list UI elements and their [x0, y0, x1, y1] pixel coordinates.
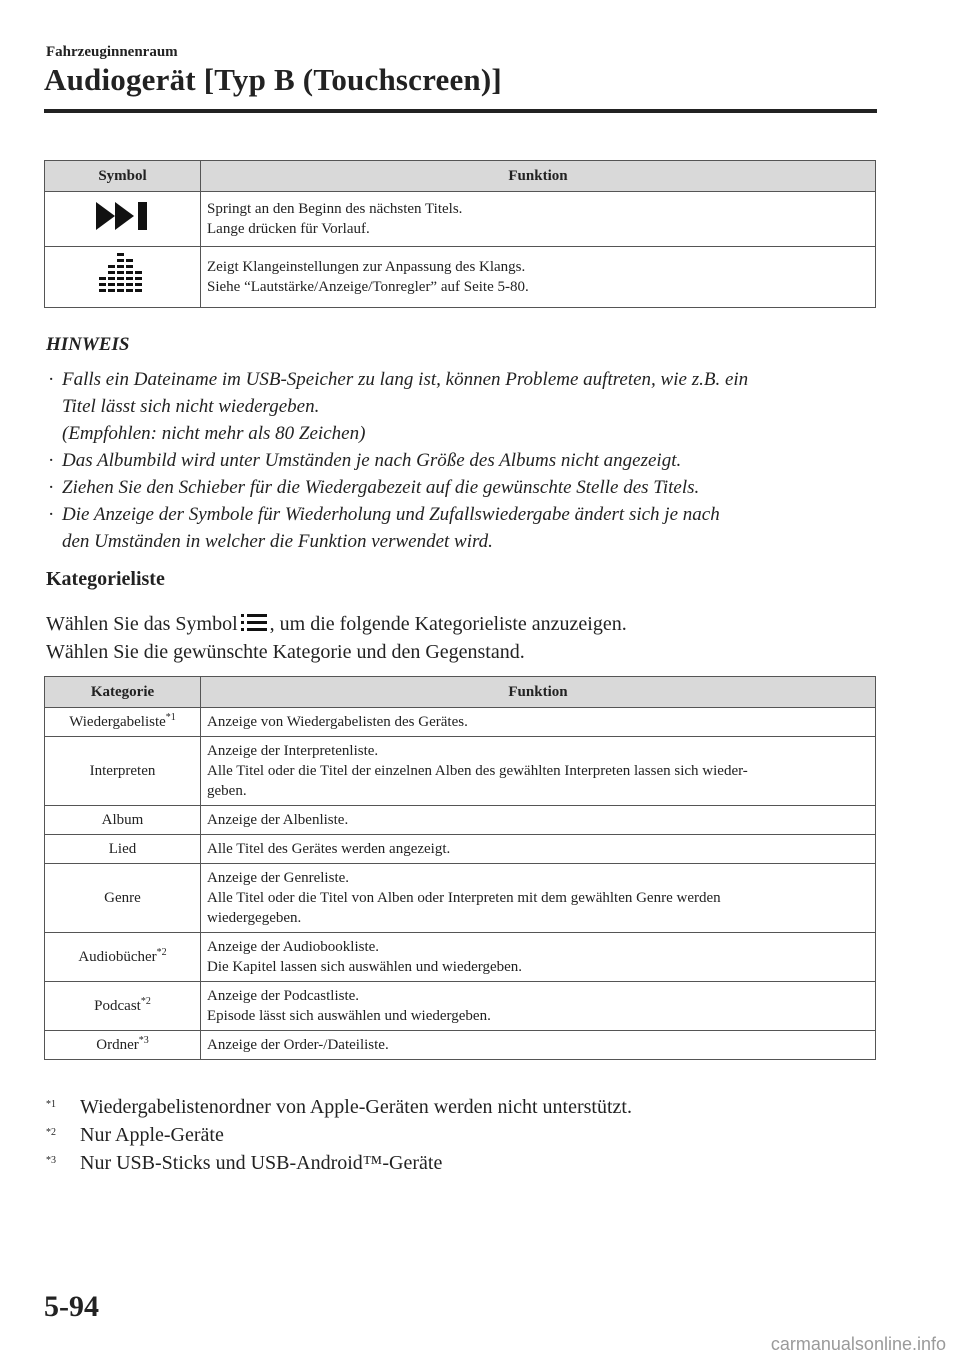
- function-line: Anzeige der Order-/Dateiliste.: [207, 1037, 389, 1053]
- table-row: [45, 864, 876, 933]
- kategorieliste-heading: Kategorieliste: [46, 568, 165, 590]
- function-line: Anzeige der Albenliste.: [207, 812, 349, 828]
- function-line: Zeigt Klangeinstellungen zur Anpassung des Klangs.: [207, 259, 526, 275]
- category-cell: [45, 835, 201, 864]
- function-cell: [201, 933, 876, 982]
- note-line: Das Albumbild wird unter Umständen je nach Größe des Albums nicht angezeigt.: [62, 450, 682, 471]
- category-label: Genre: [104, 890, 141, 906]
- note-line: (Empfohlen: nicht mehr als 80 Zeichen): [62, 423, 366, 444]
- function-line: Anzeige der Genreliste.: [207, 870, 350, 886]
- function-line: Anzeige der Podcastliste.: [207, 988, 360, 1004]
- footnote-text: Wiedergabelistenordner von Apple-Geräten werden nicht unterstützt.: [80, 1096, 632, 1118]
- function-line: Anzeige der Interpretenliste.: [207, 743, 379, 759]
- category-cell: [45, 864, 201, 933]
- intro-text-after: , um die folgende Kategorieliste anzuzeigen.: [269, 613, 627, 635]
- footnote-ref: *1: [165, 712, 176, 723]
- title-rule: [44, 109, 877, 113]
- section-label: Fahrzeuginnenraum: [46, 44, 178, 60]
- category-cell: [45, 737, 201, 806]
- footnotes: [46, 1093, 632, 1177]
- function-cell: [201, 864, 876, 933]
- function-line: Alle Titel oder die Titel von Alben oder Interpreten mit dem gewählten Genre werden: [207, 890, 721, 906]
- footnote: [46, 1149, 632, 1177]
- bullet: ·: [48, 369, 55, 390]
- footnote-mark: *3: [46, 1155, 56, 1166]
- footnote: [46, 1121, 632, 1149]
- hinweis-heading: HINWEIS: [46, 334, 130, 355]
- intro-text-before: Wählen Sie das Symbol: [46, 613, 238, 635]
- footnote-mark: *2: [46, 1127, 56, 1138]
- category-cell: [45, 806, 201, 835]
- footnote-text: Nur Apple-Geräte: [80, 1124, 224, 1146]
- function-line: Siehe “Lautstärke/Anzeige/Tonregler” auf Seite 5-80.: [207, 279, 529, 295]
- table-row: [45, 708, 876, 737]
- intro-text-2: Wählen Sie die gewünschte Kategorie und den Gegenstand.: [46, 641, 525, 663]
- column-header-funktion: Funktion: [201, 677, 876, 708]
- function-line: wiedergegeben.: [207, 910, 302, 926]
- category-label: Podcast: [94, 998, 141, 1014]
- function-cell: [201, 737, 876, 806]
- table-row: [45, 1031, 876, 1060]
- table-row: [45, 806, 876, 835]
- function-line: Anzeige der Audiobookliste.: [207, 939, 380, 955]
- function-cell: [201, 982, 876, 1031]
- note-item: [46, 447, 886, 474]
- footnote-text: Nur USB-Sticks und USB-Android™-Geräte: [80, 1152, 443, 1174]
- category-cell: [45, 708, 201, 737]
- function-cell: [201, 247, 876, 308]
- function-line: Springt an den Beginn des nächsten Titels.: [207, 201, 463, 217]
- equalizer-icon: [95, 251, 151, 297]
- function-cell: [201, 192, 876, 247]
- function-line: Alle Titel oder die Titel der einzelnen Alben des gewählten Interpreten lassen sich wieder-: [207, 763, 748, 779]
- note-line: Falls ein Dateiname im USB-Speicher zu lang ist, können Probleme auftreten, wie z.B. ein: [62, 369, 749, 390]
- footnote-mark: *1: [46, 1099, 56, 1110]
- table-row: [45, 737, 876, 806]
- page-title: Audiogerät [Typ B (Touchscreen)]: [44, 62, 502, 97]
- column-header-funktion: Funktion: [201, 161, 876, 192]
- symbol-cell: [45, 192, 201, 247]
- note-line: Die Anzeige der Symbole für Wiederholung und Zufallswiedergabe ändert sich je nach: [62, 504, 720, 525]
- column-header-symbol: Symbol: [45, 161, 201, 192]
- note-line: Ziehen Sie den Schieber für die Wiedergabezeit auf die gewünschte Stelle des Titels.: [62, 477, 700, 498]
- footnote-ref: *2: [140, 996, 151, 1007]
- hinweis-list: [46, 366, 886, 555]
- footnote: [46, 1093, 632, 1121]
- function-line: Anzeige von Wiedergabelisten des Gerätes.: [207, 714, 468, 730]
- category-cell: [45, 982, 201, 1031]
- function-cell: [201, 1031, 876, 1060]
- category-label: Album: [101, 812, 144, 828]
- note-line: Titel lässt sich nicht wiedergeben.: [62, 396, 320, 417]
- page-number: 5-94: [44, 1290, 99, 1323]
- table-row: [45, 835, 876, 864]
- list-icon: [240, 613, 268, 633]
- category-label: Wiedergabeliste: [69, 714, 166, 730]
- column-header-kategorie: Kategorie: [45, 677, 201, 708]
- category-cell: [45, 1031, 201, 1060]
- bullet: ·: [48, 477, 55, 498]
- function-cell: [201, 806, 876, 835]
- table-row: [45, 933, 876, 982]
- category-table: [44, 676, 876, 1060]
- symbol-cell: [45, 247, 201, 308]
- function-line: Episode lässt sich auswählen und wiedergeben.: [207, 1008, 491, 1024]
- function-line: Die Kapitel lassen sich auswählen und wiedergeben.: [207, 959, 523, 975]
- intro-text: [46, 610, 627, 638]
- function-cell: [201, 708, 876, 737]
- function-line: Alle Titel des Gerätes werden angezeigt.: [207, 841, 451, 857]
- footnote-ref: *2: [156, 947, 167, 958]
- category-label: Ordner: [96, 1037, 139, 1053]
- bullet: ·: [48, 450, 55, 471]
- category-label: Lied: [108, 841, 137, 857]
- note-item: [46, 474, 886, 501]
- skip-next-icon: [93, 199, 153, 233]
- table-row: [45, 982, 876, 1031]
- note-line: den Umständen in welcher die Funktion verwendet wird.: [62, 531, 493, 552]
- function-cell: [201, 835, 876, 864]
- category-label: Interpreten: [89, 763, 156, 779]
- note-item: [46, 501, 886, 555]
- category-label: Audiobücher: [78, 949, 157, 965]
- footnote-ref: *3: [138, 1035, 149, 1046]
- bullet: ·: [48, 504, 55, 525]
- function-line: Lange drücken für Vorlauf.: [207, 221, 370, 237]
- symbol-table: [44, 160, 876, 308]
- table-row: [45, 247, 876, 308]
- note-item: [46, 366, 886, 447]
- table-row: [45, 192, 876, 247]
- category-cell: [45, 933, 201, 982]
- table-header-row: [45, 161, 876, 192]
- table-header-row: [45, 677, 876, 708]
- function-line: geben.: [207, 783, 247, 799]
- watermark: carmanualsonline.info: [770, 1334, 946, 1354]
- category-table-body: [45, 708, 876, 1060]
